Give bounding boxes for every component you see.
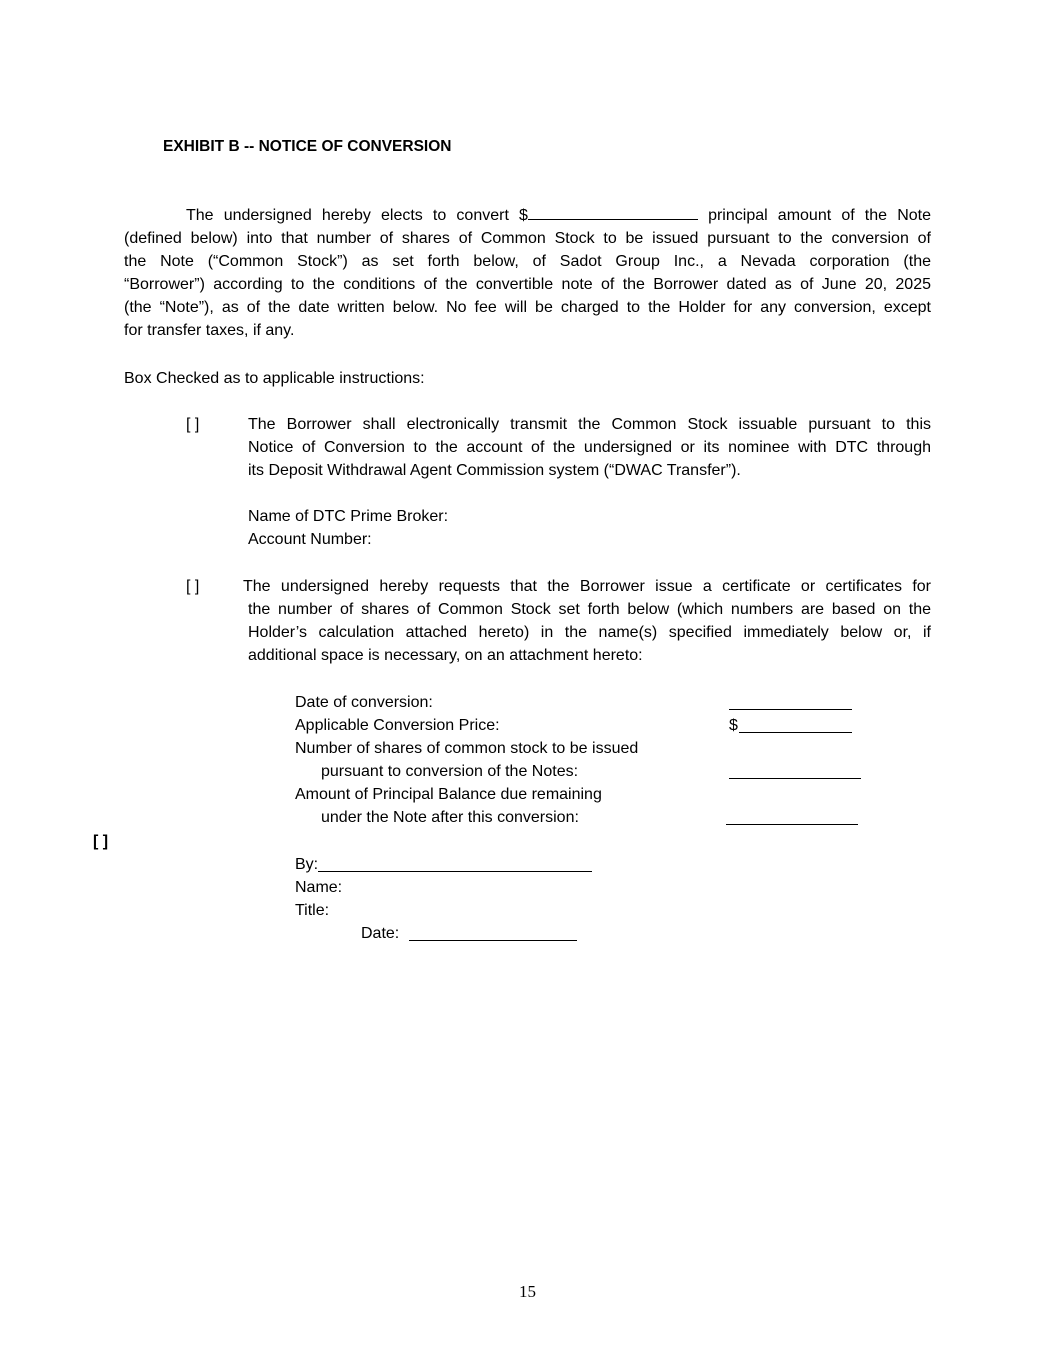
account-number-label: Account Number: bbox=[248, 531, 372, 548]
option1-text bbox=[248, 413, 931, 482]
shares-label-line-2: pursuant to conversion of the Notes: bbox=[321, 763, 579, 780]
intro-line-5: (the “Note”), as of the date written below. No fee will be charged to the Holder for any conversion, except bbox=[124, 299, 931, 316]
date-of-conversion-field[interactable] bbox=[729, 709, 852, 710]
name-label: Name: bbox=[295, 879, 343, 896]
intro-line-4: “Borrower”) according to the conditions of the convertible note of the Borrower dated as of June 20, 2025 bbox=[124, 276, 931, 293]
shares-field[interactable] bbox=[729, 778, 861, 779]
option1-line-1: The Borrower shall electronically transmit the Common Stock issuable pursuant to this bbox=[248, 416, 931, 433]
intro-line-6: for transfer taxes, if any. bbox=[124, 322, 295, 339]
intro-line-2: (defined below) into that number of shares of Common Stock to be issued pursuant to the conversion of bbox=[124, 230, 931, 247]
conversion-price-field[interactable] bbox=[739, 732, 852, 733]
shares-label-line-1: Number of shares of common stock to be issued bbox=[295, 740, 639, 757]
conversion-price-label: Applicable Conversion Price: bbox=[295, 717, 500, 734]
margin-checkbox[interactable]: [ ] bbox=[93, 833, 109, 850]
intro-paragraph bbox=[124, 204, 931, 342]
principal-field[interactable] bbox=[726, 824, 858, 825]
option2-line-2: the number of shares of Common Stock set forth below (which numbers are based on the bbox=[248, 601, 931, 618]
date-signature-field[interactable] bbox=[409, 940, 577, 941]
principal-label-line-2: under the Note after this conversion: bbox=[321, 809, 579, 826]
intro-line-3: the Note (“Common Stock”) as set forth below, of Sadot Group Inc., a Nevada corporation (the bbox=[124, 253, 931, 270]
option2-line-1: The undersigned hereby requests that the Borrower issue a certificate or certificates for bbox=[243, 578, 931, 595]
option2-checkbox[interactable]: [ ] bbox=[186, 578, 200, 595]
page-title: EXHIBIT B -- NOTICE OF CONVERSION bbox=[163, 138, 452, 155]
by-signature-field[interactable] bbox=[318, 871, 592, 872]
option2-text bbox=[248, 598, 931, 667]
option2-line-3: Holder’s calculation attached hereto) in the name(s) specified immediately below or, if bbox=[248, 624, 931, 641]
title-label: Title: bbox=[295, 902, 330, 919]
dtc-broker-label: Name of DTC Prime Broker: bbox=[248, 508, 449, 525]
conversion-amount-field[interactable] bbox=[528, 204, 698, 220]
option1-line-2: Notice of Conversion to the account of the undersigned or its nominee with DTC through bbox=[248, 439, 931, 456]
option2-line-1-wrap bbox=[243, 575, 931, 598]
page-number: 15 bbox=[519, 1282, 536, 1301]
principal-label-line-1: Amount of Principal Balance due remaining bbox=[295, 786, 602, 803]
date-label: Date: bbox=[361, 925, 400, 942]
option1-checkbox[interactable]: [ ] bbox=[186, 416, 200, 433]
by-label: By: bbox=[295, 856, 319, 873]
box-checked-label: Box Checked as to applicable instructions: bbox=[124, 370, 425, 387]
option2-line-4: additional space is necessary, on an attachment hereto: bbox=[248, 647, 643, 664]
date-of-conversion-label: Date of conversion: bbox=[295, 694, 433, 711]
conversion-price-dollar: $ bbox=[729, 717, 738, 734]
intro-line-1: The undersigned hereby elects to convert $ principal amount of the Note bbox=[124, 204, 931, 227]
option1-line-3: its Deposit Withdrawal Agent Commission system (“DWAC Transfer”). bbox=[248, 462, 741, 479]
